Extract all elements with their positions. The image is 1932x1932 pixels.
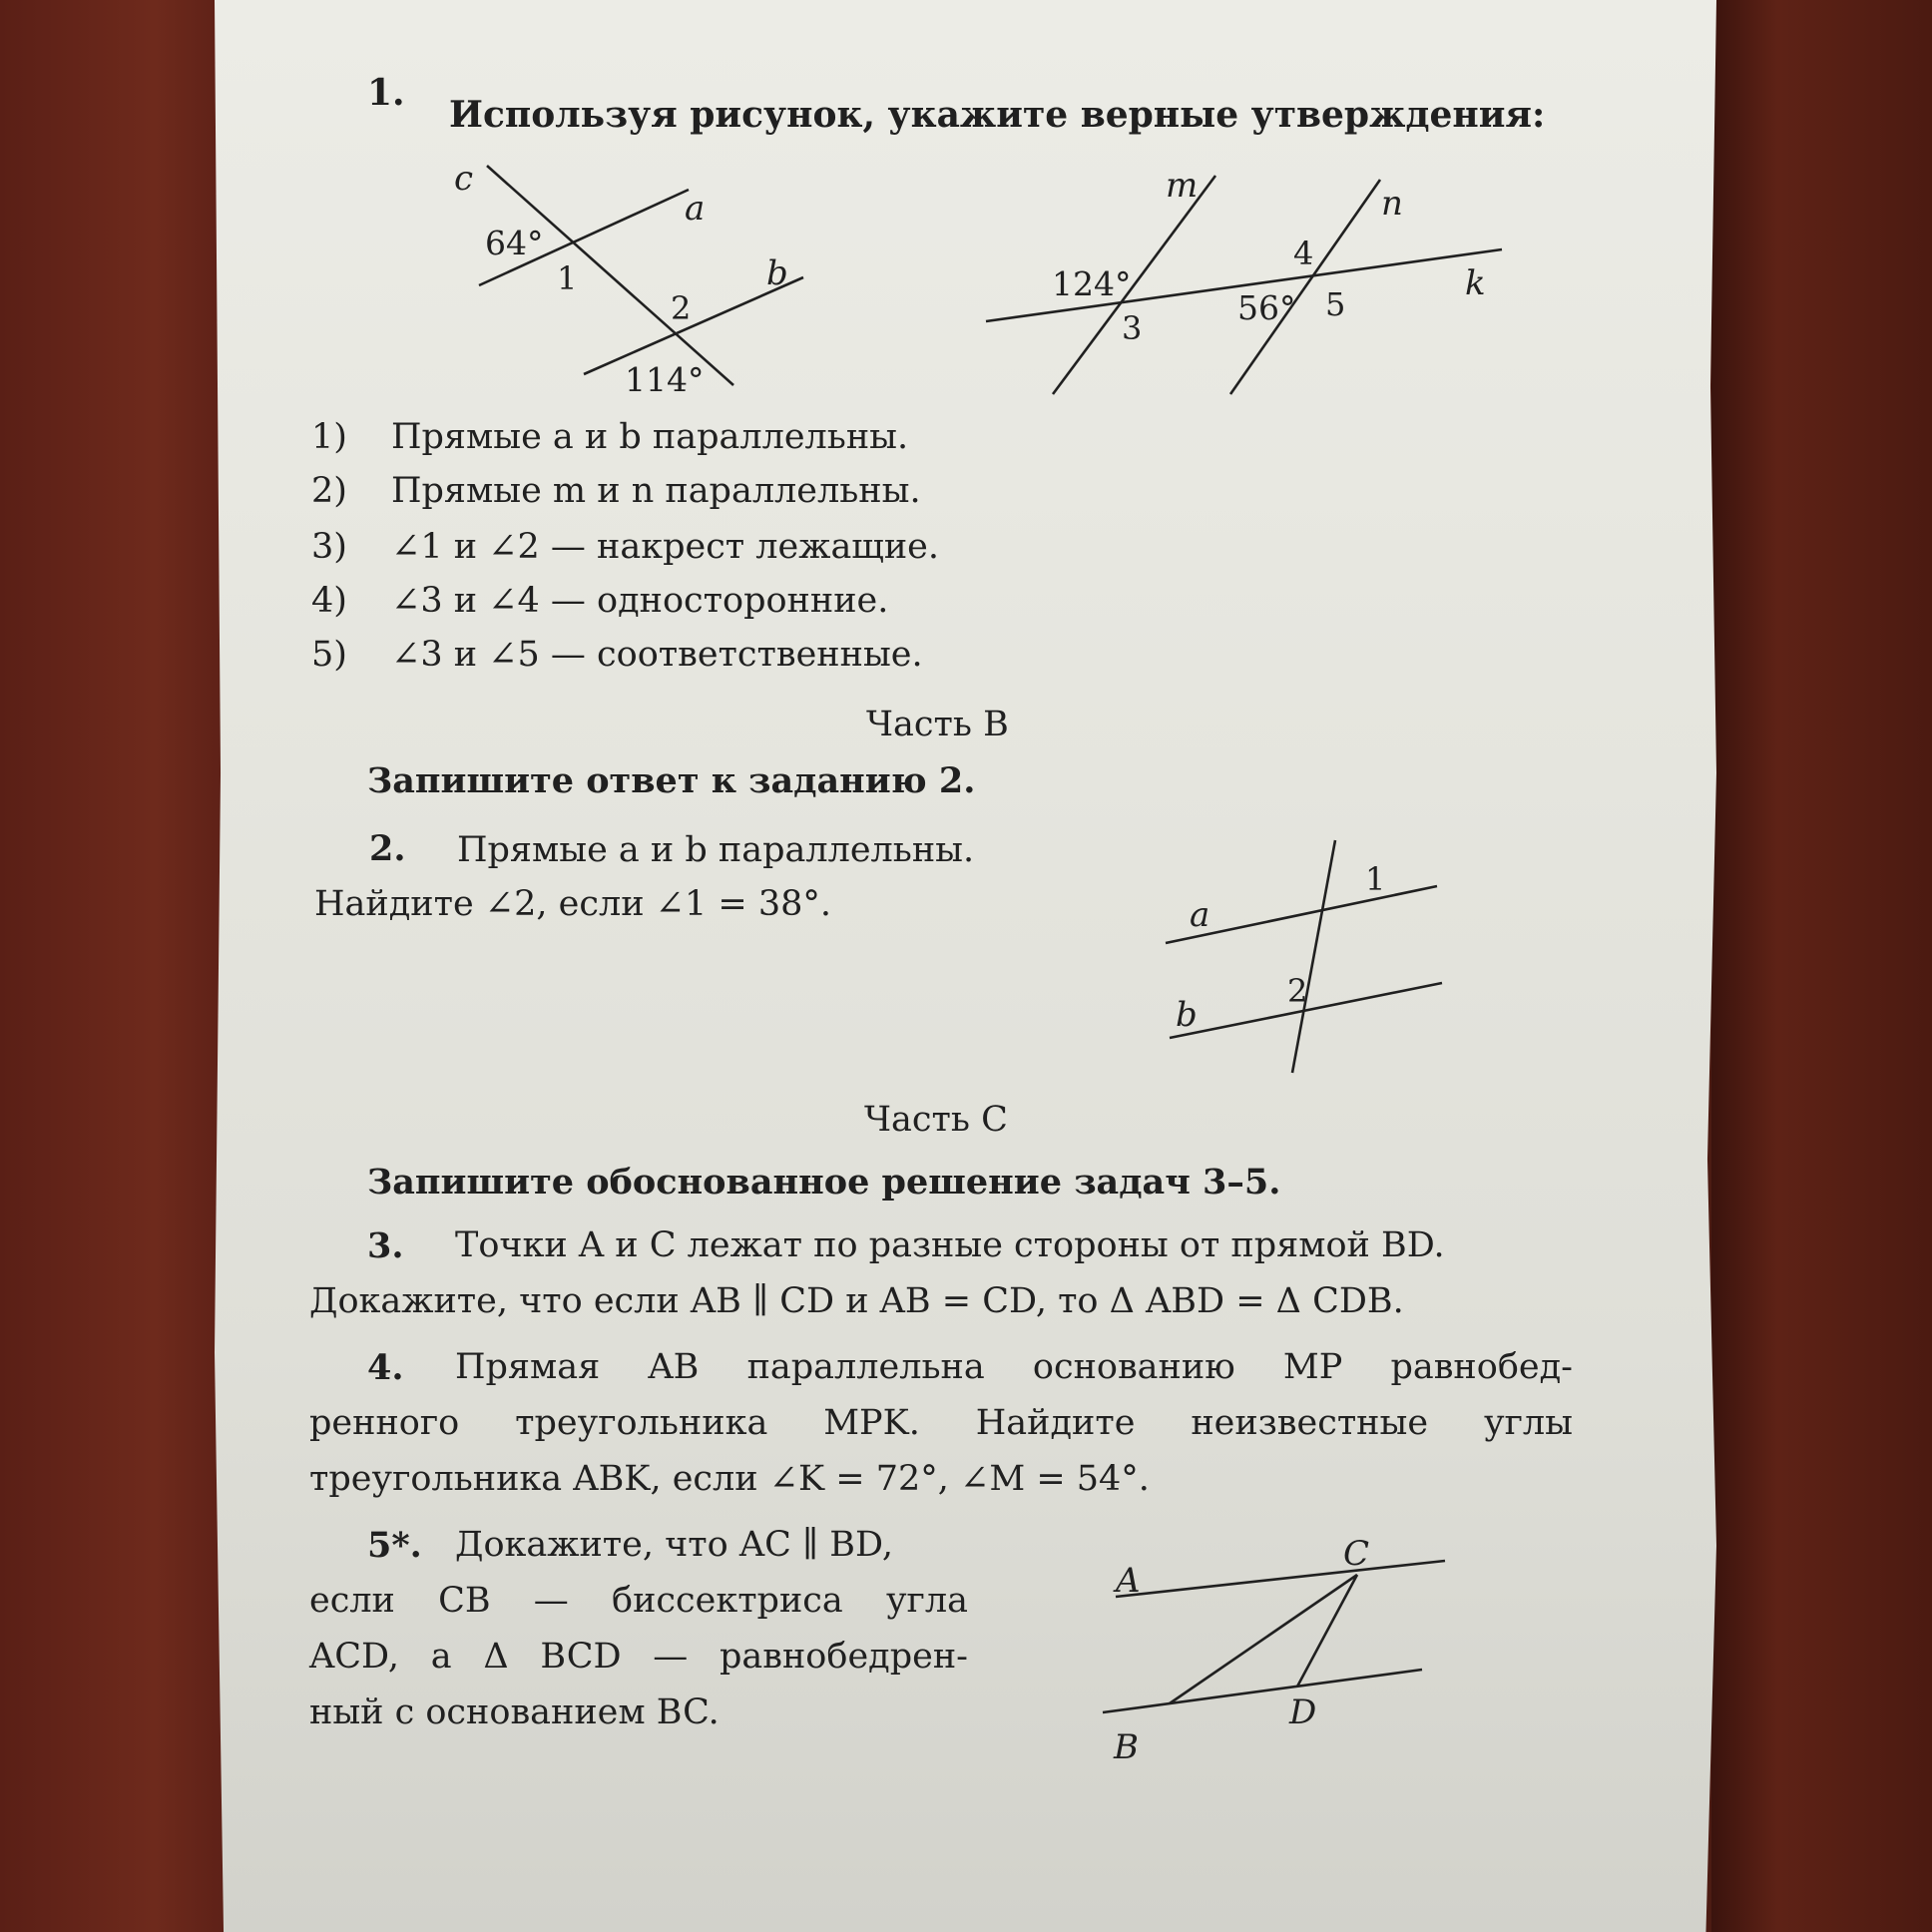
task3-number: 3. [367, 1225, 404, 1266]
task5-line3: ACD, а Δ BCD — равнобедрен- [309, 1637, 968, 1677]
task2-label-b: b [1176, 995, 1198, 1035]
fig1-angle-2: 2 [671, 289, 692, 327]
option-text: ∠1 и ∠2 — накрест лежащие. [391, 527, 940, 567]
task4-line1: Прямая AB параллельна основанию MP равнобед- [455, 1347, 1573, 1387]
partC-heading: Часть С [864, 1100, 1008, 1140]
task2-angle-2: 2 [1287, 972, 1308, 1010]
option-number: 2) [311, 471, 347, 511]
option-text: ∠3 и ∠4 — односторонние. [391, 581, 889, 621]
task2-line1: Прямые a и b параллельны. [457, 830, 975, 870]
task1-number: 1. [367, 72, 405, 114]
option-text: Прямые a и b параллельны. [391, 417, 909, 457]
fig2-angle-56: 56° [1237, 288, 1296, 327]
fig2-label-m: m [1166, 166, 1199, 206]
fig1-label-a: a [685, 189, 706, 229]
option-number: 3) [311, 527, 347, 567]
fig1-angle-64: 64° [485, 224, 544, 262]
partC-instruction: Запишите обоснованное решение задач 3–5. [367, 1162, 1281, 1203]
fig1-label-c: c [454, 159, 474, 199]
task4-line3: треугольника ABK, если ∠K = 72°, ∠M = 54°. [309, 1459, 1150, 1499]
option-text: Прямые m и n параллельны. [391, 471, 921, 511]
fig2-label-n: n [1381, 184, 1403, 224]
option-number: 5) [311, 635, 347, 675]
fig2-angle-5: 5 [1325, 285, 1346, 323]
fig1-angle-1: 1 [557, 259, 578, 297]
fig2-label-k: k [1465, 263, 1486, 303]
task5-line1: Докажите, что AC ∥ BD, [455, 1525, 893, 1565]
fig2-angle-3: 3 [1122, 309, 1143, 347]
task5-line4: ный с основанием BC. [309, 1692, 720, 1732]
task2-number: 2. [369, 828, 406, 869]
task5-label-B: B [1114, 1727, 1139, 1767]
task5-line2: если CB — биссектриса угла [309, 1581, 968, 1621]
partB-heading: Часть В [866, 705, 1009, 744]
task2-label-a: a [1190, 895, 1210, 935]
task4-number: 4. [367, 1347, 404, 1388]
fig2-angle-124: 124° [1052, 264, 1132, 303]
option-text: ∠3 и ∠5 — соответственные. [391, 635, 923, 675]
fig1-label-b: b [766, 253, 788, 293]
task5-label-C: C [1343, 1534, 1370, 1574]
option-number: 1) [311, 417, 347, 457]
option-number: 4) [311, 581, 347, 621]
task5-number: 5*. [367, 1525, 422, 1566]
fig2-angle-4: 4 [1293, 235, 1314, 272]
task2-line2: Найдите ∠2, если ∠1 = 38°. [314, 884, 831, 924]
task1-prompt: Используя рисунок, укажите верные утверждения: [449, 94, 1546, 136]
task3-line1: Точки A и C лежат по разные стороны от прямой BD. [455, 1225, 1445, 1265]
task4-line2: ренного треугольника MPK. Найдите неизвестные углы [309, 1403, 1573, 1443]
partB-instruction: Запишите ответ к заданию 2. [367, 760, 976, 801]
task2-angle-1: 1 [1365, 860, 1386, 898]
task5-label-A: A [1116, 1561, 1141, 1601]
task5-label-D: D [1289, 1692, 1317, 1732]
task3-line2: Докажите, что если AB ∥ CD и AB = CD, то Δ ABD = Δ CDB. [309, 1281, 1404, 1321]
fig1-angle-114: 114° [625, 360, 705, 399]
